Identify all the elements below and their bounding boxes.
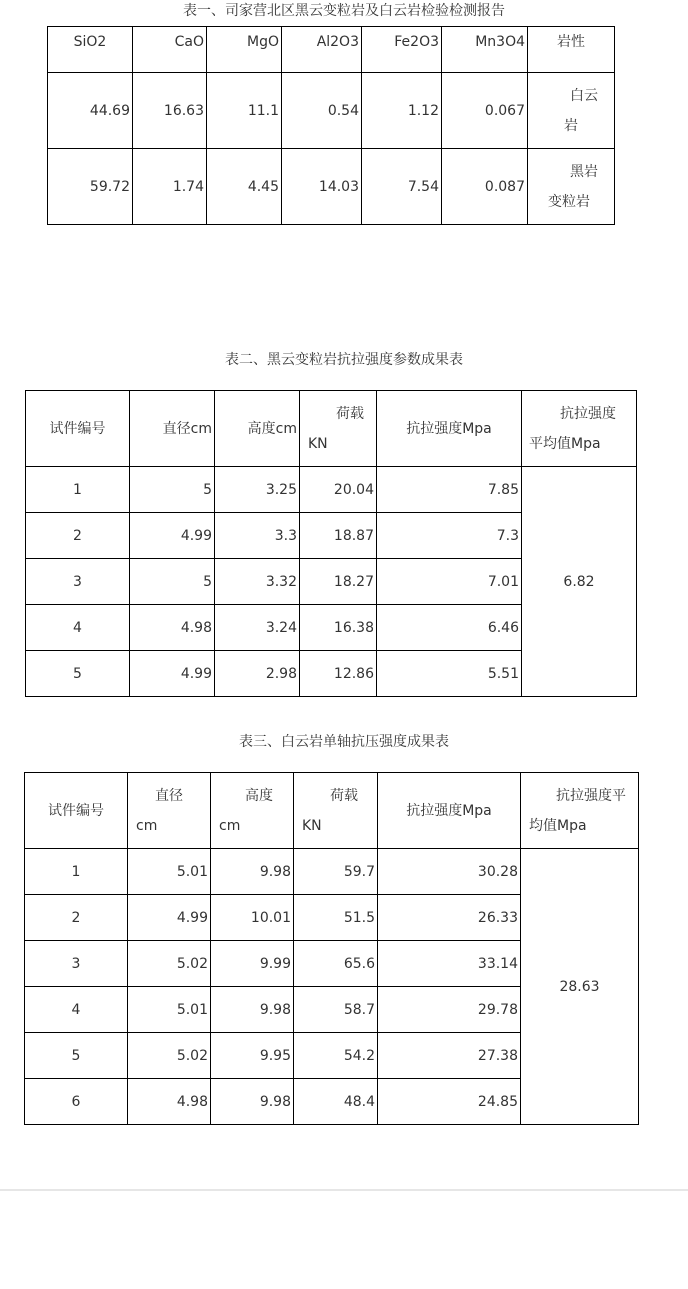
cell-load: 51.5 — [294, 895, 378, 941]
cell-load: 54.2 — [294, 1033, 378, 1079]
cell-tensile-strength: 7.3 — [377, 513, 522, 559]
cell-sio2: 59.72 — [48, 149, 133, 225]
header-average-strength — [522, 391, 637, 467]
cell-specimen-id: 1 — [26, 467, 130, 513]
rock-type-line2: 岩 — [564, 117, 578, 134]
cell-height: 9.99 — [211, 941, 294, 987]
header-height: 高度cm — [215, 391, 300, 467]
cell-cao: 16.63 — [133, 73, 207, 149]
rock-type-line2: 变粒岩 — [548, 193, 590, 210]
cell-fe2o3: 7.54 — [362, 149, 442, 225]
header-specimen-id: 试件编号 — [26, 391, 130, 467]
cell-height: 9.98 — [211, 987, 294, 1033]
header-al2o3: Al2O3 — [282, 27, 362, 73]
header-specimen-id: 试件编号 — [25, 773, 128, 849]
cell-specimen-id: 4 — [26, 605, 130, 651]
header-load — [300, 391, 377, 467]
page-divider — [0, 1189, 688, 1191]
cell-diameter: 4.99 — [130, 513, 215, 559]
cell-tensile-strength: 7.85 — [377, 467, 522, 513]
cell-diameter: 5 — [130, 467, 215, 513]
cell-diameter: 4.98 — [128, 1079, 211, 1125]
table2-caption: 表二、黑云变粒岩抗拉强度参数成果表 — [225, 352, 463, 368]
cell-tensile-strength: 6.46 — [377, 605, 522, 651]
header-rock-type: 岩性 — [528, 27, 615, 73]
cell-specimen-id: 3 — [26, 559, 130, 605]
cell-diameter: 5.01 — [128, 849, 211, 895]
table3-header-row — [25, 773, 639, 849]
rock-type-line1: 黑岩 — [570, 163, 598, 180]
cell-sio2: 44.69 — [48, 73, 133, 149]
header-height — [211, 773, 294, 849]
header-diameter: 直径cm — [130, 391, 215, 467]
cell-specimen-id: 5 — [25, 1033, 128, 1079]
header-average-line2: 均值Mpa — [529, 817, 587, 834]
table1-caption: 表一、司家营北区黑云变粒岩及白云岩检验检测报告 — [183, 3, 505, 19]
header-load-line1: 荷载 — [336, 405, 364, 422]
cell-tensile-strength: 29.78 — [378, 987, 521, 1033]
cell-load: 48.4 — [294, 1079, 378, 1125]
cell-tensile-strength: 7.01 — [377, 559, 522, 605]
cell-mgo: 4.45 — [207, 149, 282, 225]
header-average-strength — [521, 773, 639, 849]
table-row — [25, 849, 639, 895]
cell-diameter: 5.02 — [128, 941, 211, 987]
cell-height: 9.98 — [211, 849, 294, 895]
cell-al2o3: 14.03 — [282, 149, 362, 225]
header-diameter-line1: 直径 — [155, 787, 183, 804]
header-mn3o4: Mn3O4 — [442, 27, 528, 73]
cell-load: 18.87 — [300, 513, 377, 559]
cell-height: 3.25 — [215, 467, 300, 513]
header-tensile-strength: 抗拉强度Mpa — [377, 391, 522, 467]
cell-tensile-strength: 5.51 — [377, 651, 522, 697]
cell-diameter: 5.01 — [128, 987, 211, 1033]
cell-height: 9.95 — [211, 1033, 294, 1079]
header-sio2: SiO2 — [48, 27, 133, 73]
cell-height: 10.01 — [211, 895, 294, 941]
table1-header-row — [48, 27, 615, 73]
cell-average-strength: 6.82 — [522, 467, 637, 697]
header-diameter — [128, 773, 211, 849]
table1-chemical-analysis — [47, 26, 615, 225]
table3-compressive-strength — [24, 772, 639, 1125]
cell-specimen-id: 6 — [25, 1079, 128, 1125]
table3-caption: 表三、白云岩单轴抗压强度成果表 — [239, 734, 449, 750]
cell-load: 20.04 — [300, 467, 377, 513]
header-load-line1: 荷载 — [330, 787, 358, 804]
header-average-line1: 抗拉强度平 — [556, 787, 626, 804]
cell-tensile-strength: 26.33 — [378, 895, 521, 941]
header-height-line2: cm — [219, 817, 241, 834]
header-tensile-strength: 抗拉强度Mpa — [378, 773, 521, 849]
cell-height: 3.32 — [215, 559, 300, 605]
cell-mgo: 11.1 — [207, 73, 282, 149]
cell-height: 9.98 — [211, 1079, 294, 1125]
cell-specimen-id: 4 — [25, 987, 128, 1033]
header-load-line2: KN — [302, 817, 322, 834]
cell-height: 3.3 — [215, 513, 300, 559]
cell-specimen-id: 1 — [25, 849, 128, 895]
cell-mn3o4: 0.087 — [442, 149, 528, 225]
header-diameter-line2: cm — [136, 817, 158, 834]
header-average-line1: 抗拉强度 — [560, 405, 616, 422]
cell-cao: 1.74 — [133, 149, 207, 225]
cell-diameter: 4.99 — [130, 651, 215, 697]
cell-load: 12.86 — [300, 651, 377, 697]
header-cao: CaO — [133, 27, 207, 73]
header-fe2o3: Fe2O3 — [362, 27, 442, 73]
cell-fe2o3: 1.12 — [362, 73, 442, 149]
cell-load: 58.7 — [294, 987, 378, 1033]
cell-rock-type — [528, 149, 615, 225]
cell-load: 16.38 — [300, 605, 377, 651]
table-row — [48, 73, 615, 149]
cell-load: 18.27 — [300, 559, 377, 605]
cell-load: 59.7 — [294, 849, 378, 895]
cell-al2o3: 0.54 — [282, 73, 362, 149]
rock-type-line1: 白云 — [570, 87, 598, 104]
header-load — [294, 773, 378, 849]
header-average-line2: 平均值Mpa — [529, 435, 601, 452]
cell-rock-type — [528, 73, 615, 149]
cell-specimen-id: 3 — [25, 941, 128, 987]
header-height-line1: 高度 — [245, 787, 273, 804]
table2-tensile-strength — [25, 390, 637, 697]
cell-diameter: 5 — [130, 559, 215, 605]
cell-height: 3.24 — [215, 605, 300, 651]
cell-tensile-strength: 33.14 — [378, 941, 521, 987]
cell-specimen-id: 2 — [26, 513, 130, 559]
header-mgo: MgO — [207, 27, 282, 73]
table-row — [48, 149, 615, 225]
cell-diameter: 5.02 — [128, 1033, 211, 1079]
cell-load: 65.6 — [294, 941, 378, 987]
cell-tensile-strength: 24.85 — [378, 1079, 521, 1125]
cell-specimen-id: 5 — [26, 651, 130, 697]
cell-tensile-strength: 30.28 — [378, 849, 521, 895]
cell-diameter: 4.99 — [128, 895, 211, 941]
cell-tensile-strength: 27.38 — [378, 1033, 521, 1079]
cell-height: 2.98 — [215, 651, 300, 697]
cell-average-strength: 28.63 — [521, 849, 639, 1125]
cell-diameter: 4.98 — [130, 605, 215, 651]
cell-mn3o4: 0.067 — [442, 73, 528, 149]
header-load-line2: KN — [308, 435, 328, 452]
cell-specimen-id: 2 — [25, 895, 128, 941]
table2-header-row — [26, 391, 637, 467]
table-row — [26, 467, 637, 513]
